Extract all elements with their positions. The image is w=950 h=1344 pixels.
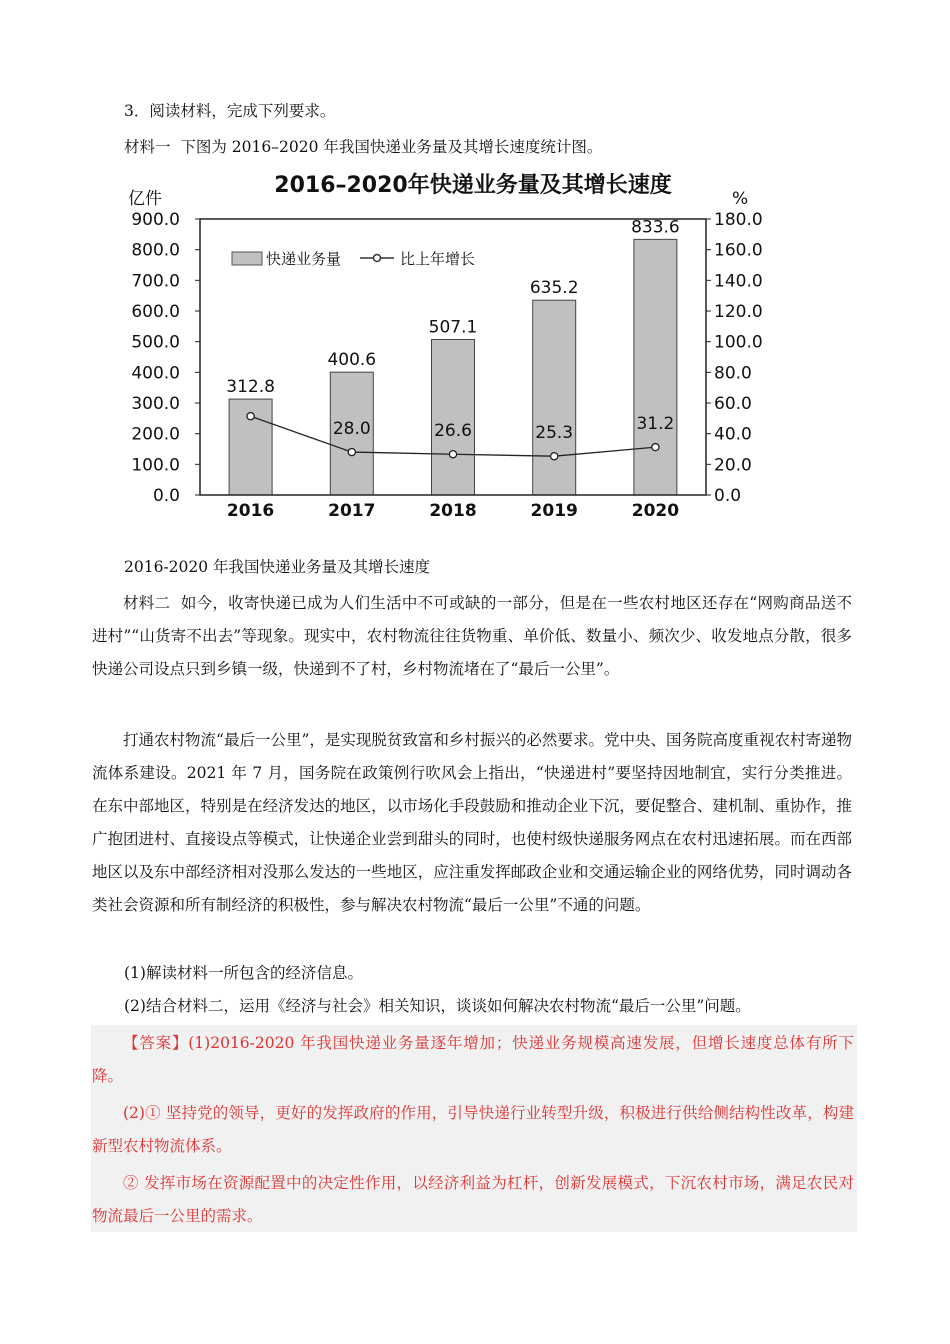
y-left-tick-label: 0.0: [152, 486, 180, 506]
y-left-tick-label: 200.0: [131, 424, 180, 445]
legend-line-label: 比上年增长: [400, 250, 476, 268]
y-right-tick-label: 80.0: [714, 363, 752, 384]
material2-paragraph-2: 打通农村物流“最后一公里”，是实现脱贫致富和乡村振兴的必然要求。党中央、国务院高度重视农村寄递物流体系建设。2021 年 7 月，国务院在政策例行吹风会上指出，“快递进村”要坚持因地制宜，实行分类推进。在东中部地区，特别是在经济发达的地区，以市场化手段鼓励和推动企业下沉，要促整合、建机制、重协作，推广抱团进村、直接设点等模式，让快递企业尝到甜头的同时，也使村级快递服务网点在农村迅速拓展。而在西部地区以及东中部经济相对没那么发达的一些地区，应注重发挥邮政企业和交通运输企业的网络优势，同时调动各类社会资源和所有制经济的积极性，参与解决农村物流“最后一公里”不通的问题。: [92, 731, 852, 914]
y-left-tick-label: 100.0: [131, 455, 180, 476]
x-tick-label: 2017: [328, 501, 376, 521]
bar: [533, 300, 576, 495]
y-right-tick-label: 160.0: [714, 240, 763, 261]
x-tick-label: 2020: [631, 501, 680, 521]
growth-point: [348, 448, 355, 455]
bar-value-label: 833.6: [631, 217, 680, 238]
x-tick-label: 2019: [530, 501, 578, 521]
growth-point: [551, 453, 558, 460]
chart-ylabel-left: 亿件: [128, 189, 162, 209]
legend-bar-swatch: [232, 252, 262, 265]
material2-paragraph-1: [92, 587, 852, 686]
sub-question-2: (2)结合材料二，运用《经济与社会》相关知识，谈谈如何解决农村物流“最后一公里”问题。: [124, 997, 751, 1015]
growth-point: [652, 444, 659, 451]
growth-point: [247, 413, 254, 420]
chart-legend: [232, 250, 475, 268]
y-right-tick-label: 140.0: [714, 271, 763, 292]
question-number: 3．: [124, 102, 150, 120]
growth-point: [449, 451, 456, 458]
material2-label: 材料二: [123, 594, 171, 612]
material2-p1-text: 如今，收寄快递已成为人们生活中不可或缺的一部分，但是在一些农村地区还存在“网购商品送不进村”“山货寄不出去”等现象。现实中，农村物流往往货物重、单价低、数量小、频次少、收发地点分散，很多快递公司设点只到乡镇一级，快递到不了村，乡村物流堵在了“最后一公里”。: [92, 594, 852, 678]
sub-question-1: (1)解读材料一所包含的经济信息。: [124, 964, 363, 982]
bar: [432, 339, 475, 495]
bar-value-label: 312.8: [226, 377, 275, 398]
answer-part-1: 【答案】(1)2016-2020 年我国快递业务量逐年增加；快递业务规模高速发展，但增长速度总体有所下降。: [92, 1034, 854, 1085]
material1-intro: 下图为 2016–2020 年我国快递业务量及其增长速度统计图。: [180, 138, 603, 156]
y-left-tick-label: 500.0: [131, 332, 180, 353]
bar-value-label: 507.1: [428, 317, 478, 338]
material1-intro-line: [124, 136, 602, 158]
y-right-tick-label: 180.0: [714, 210, 763, 230]
material1-label: 材料一: [124, 138, 171, 156]
growth-value-label: 31.2: [636, 414, 675, 435]
legend-bar-label: 快递业务量: [266, 250, 342, 268]
x-tick-label: 2016: [226, 501, 275, 521]
question-prompt: 阅读材料，完成下列要求。: [149, 102, 336, 120]
y-right-tick-label: 40.0: [714, 424, 752, 445]
legend-line-marker: [374, 255, 381, 262]
y-left-tick-label: 700.0: [131, 271, 180, 292]
y-right-tick-label: 100.0: [714, 332, 763, 353]
y-left-tick-label: 600.0: [131, 302, 180, 322]
bar-value-label: 400.6: [327, 350, 377, 371]
bar-value-label: 635.2: [529, 278, 579, 299]
growth-value-label: 25.3: [535, 423, 574, 444]
y-right-tick-label: 60.0: [714, 394, 752, 414]
y-right-tick-label: 120.0: [714, 302, 763, 322]
answer-part-2-point-2: ② 发挥市场在资源配置中的决定性作用，以经济利益为杠杆，创新发展模式，下沉农村市场，满足农民对物流最后一公里的需求。: [92, 1174, 854, 1225]
y-left-tick-label: 900.0: [131, 210, 180, 230]
growth-value-label: 28.0: [332, 419, 371, 440]
growth-value-label: 26.6: [434, 421, 472, 442]
chart-title: 2016–2020年快递业务量及其增长速度: [274, 173, 672, 198]
y-left-tick-label: 400.0: [131, 363, 180, 384]
y-left-tick-label: 300.0: [131, 394, 180, 414]
y-right-tick-label: 0.0: [714, 486, 742, 506]
bar: [634, 239, 677, 495]
answer-part-2-point-1: (2)① 坚持党的领导，更好的发挥政府的作用，引导快递行业转型升级，积极进行供给侧结构性改革，构建新型农村物流体系。: [92, 1104, 854, 1155]
y-right-tick-label: 20.0: [714, 455, 752, 476]
y-left-tick-label: 800.0: [131, 240, 180, 261]
question-line: [124, 100, 335, 122]
chart-caption: 2016-2020 年我国快递业务量及其增长速度: [124, 558, 431, 576]
express-chart: [118, 168, 778, 523]
x-tick-label: 2018: [429, 501, 477, 521]
chart-ylabel-right: %: [732, 189, 749, 209]
